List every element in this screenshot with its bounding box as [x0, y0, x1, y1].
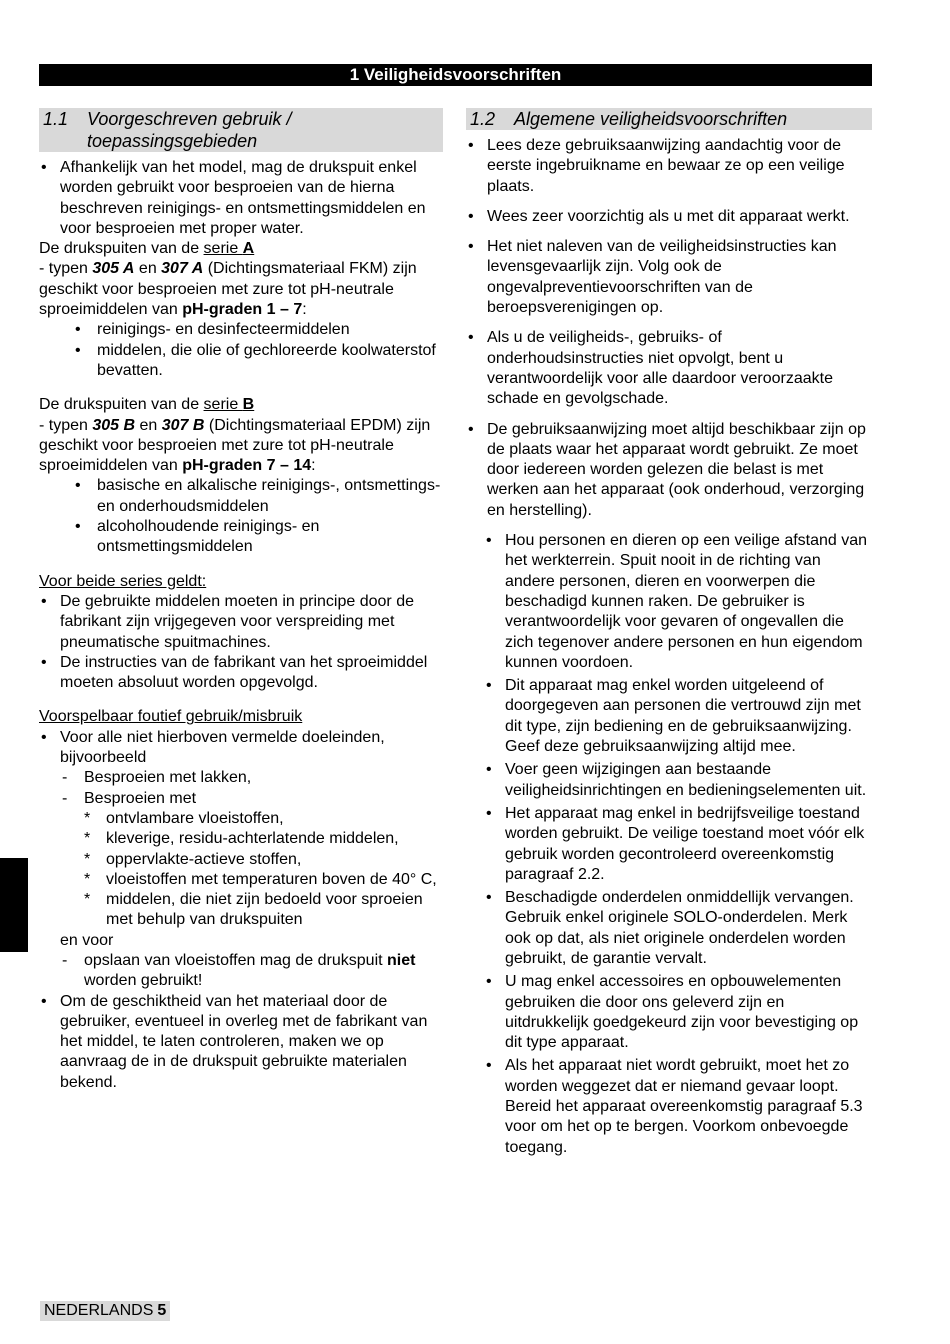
misuse-item: • Voor alle niet hierboven vermelde doeleinden, bijvoorbeeld - Besproeien met lakken, - Besproeien met * ontvlambare vloeistoffen, * kleverige, residu-achterlatende middelen, * oppervlakte-actieve stoffen, * vloeistoffen met temperaturen boven de 40° C, * middelen, die niet zijn bedoeld voor sproeien met behulp van drukspuiten en voor - opslaan van vloeistoffen mag de drukspuit niet worden gebruikt! — [39, 728, 443, 992]
list-item: • basische en alkalische reinigings-, ontsmettings- en onderhoudsmiddelen — [75, 476, 443, 517]
right-column — [466, 108, 872, 1161]
intro-bullet: • Afhankelijk van het model, mag de drukspuit enkel worden gebruikt voor besproeien van de hierna beschreven reinigings- en ontsmettingsmiddelen en voor besproeien met proper water. — [39, 158, 443, 239]
section-number: 1.1 — [43, 109, 69, 129]
misuse-dash-list — [60, 768, 443, 930]
section-1-1-heading — [39, 108, 443, 152]
list-item: - opslaan van vloeistoffen mag de drukspuit niet worden gebruikt! — [60, 951, 443, 992]
list-item: • Om de geschiktheid van het materiaal door de gebruiker, eventueel in overleg met de fabrikant van het middel, te laten controleren, maken we op aanvraag de in de drukspuit gebruikte materialen bekend. — [39, 992, 443, 1093]
misuse-heading: Voorspelbaar foutief gebruik/misbruik — [39, 708, 303, 726]
list-item: • Als het apparaat niet wordt gebruikt, moet het zo worden weggezet dat er niemand gevaar loopt. Bereid het apparaat overeenkomstig paragraaf 5.3 voor om het op te bergen. Voorkom onbevoegde toegang. — [484, 1056, 872, 1157]
left-column — [39, 108, 443, 1093]
both-series-list — [39, 592, 443, 693]
section-number: 1.2 — [470, 109, 496, 129]
list-item: * ontvlambare vloeistoffen, — [84, 809, 443, 829]
list-item: * middelen, die niet zijn bedoeld voor sproeien met behulp van drukspuiten — [84, 890, 443, 931]
list-item: • Lees deze gebruiksaanwijzing aandachtig voor de eerste ingebruikname en bewaar ze op een veilige plaats. — [466, 136, 872, 197]
list-item: • U mag enkel accessoires en opbouwelementen gebruiken die door ons geleverd zijn en uitdrukkelijk goedgekeurd zijn voor bevestiging op dit type apparaat. — [484, 972, 872, 1053]
list-item: * kleverige, residu-achterlatende middelen, — [84, 829, 443, 849]
general-safety-list — [466, 136, 872, 521]
operation-safety-list — [484, 531, 872, 1158]
misuse-and: en voor — [60, 931, 114, 949]
page-number: 5 — [157, 1302, 167, 1319]
page-footer — [40, 1301, 170, 1321]
list-item: • reinigings- en desinfecteermiddelen — [75, 320, 443, 340]
chapter-title: 1 Veiligheidsvoorschriften — [39, 64, 872, 86]
list-item: • Beschadigde onderdelen onmiddellijk vervangen. Gebruik enkel originele SOLO-onderdelen. Merk ook op dat, als niet originele onderdelen worden gebruikt, de garantie vervalt. — [484, 888, 872, 969]
list-item: • Wees zeer voorzichtig als u met dit apparaat werkt. — [466, 207, 872, 227]
serie-b-paragraph: De drukspuiten van de serie B - typen 305 B en 307 B (Dichtingsmateriaal EPDM) zijn geschikt voor besproeien met zure tot pH-neutrale sproeimiddelen van pH-graden 7 – 14: — [39, 396, 431, 475]
intro-list — [39, 158, 443, 239]
serie-b-list — [75, 476, 443, 557]
list-item: • Voer geen wijzigingen aan bestaande veiligheidsinrichtingen en bedieningselementen uit. — [484, 760, 872, 801]
serie-a-list — [75, 320, 443, 381]
list-item: • middelen, die olie of gechloreerde koolwaterstof bevatten. — [75, 341, 443, 382]
language-side-tab — [0, 858, 28, 952]
list-item: • De gebruiksaanwijzing moet altijd beschikbaar zijn op de plaats waar het apparaat wordt gebruikt. Ze moet door iedereen worden gelezen die belast is met werken aan het apparaat (ook onderhoud, verzorging en herstelling). — [466, 420, 872, 521]
misuse-list — [39, 728, 443, 1093]
footer-language: NEDERLANDS — [44, 1302, 154, 1319]
list-item: • Het apparaat mag enkel in bedrijfsveilige toestand worden gebruikt. De veilige toestand moet vóór elk gebruik worden gecontroleerd overeenkomstig paragraaf 2.2. — [484, 804, 872, 885]
section-title: Algemene veiligheidsvoorschriften — [514, 109, 788, 129]
misuse-dash-list-2 — [60, 951, 443, 992]
list-item: - Besproeien met lakken, — [60, 768, 443, 788]
misuse-star-list — [84, 809, 443, 931]
section-title: Voorgeschreven gebruik / toepassingsgebieden — [87, 109, 292, 151]
list-item: • Als u de veiligheids-, gebruiks- of onderhoudsinstructies niet opvolgt, bent u verantwoordelijk voor alle daardoor veroorzaakte schade en gevolgschade. — [466, 328, 872, 409]
list-item: • Hou personen en dieren op een veilige afstand van het werkterrein. Spuit nooit in de richting van andere personen, dieren en voorwerpen die beschadigd kunnen raken. De gebruiker is verantwoordelijk voor gevaren of ongevallen die zich tegenover andere personen en hun eigendom kunnen voordoen. — [484, 531, 872, 673]
list-item: • alcoholhoudende reinigings- en ontsmettingsmiddelen — [75, 517, 443, 558]
list-item: • De gebruikte middelen moeten in principe door de fabrikant zijn vrijgegeven voor verspreiding met pneumatische spuitmachines. — [39, 592, 443, 653]
list-item: - Besproeien met * ontvlambare vloeistoffen, * kleverige, residu-achterlatende middelen, * oppervlakte-actieve stoffen, * vloeistoffen met temperaturen boven de 40° C, * middelen, die niet zijn bedoeld voor sproeien met behulp van drukspuiten — [60, 789, 443, 931]
list-item: • Dit apparaat mag enkel worden uitgeleend of doorgegeven aan personen die vertrouwd zijn met dit type, zijn bediening en de gebruiksaanwijzing. Geef deze gebruiksaanwijzing altijd mee. — [484, 676, 872, 757]
both-series-heading: Voor beide series geldt: — [39, 572, 207, 590]
serie-a-paragraph: De drukspuiten van de serie A - typen 305 A en 307 A (Dichtingsmateriaal FKM) zijn geschikt voor besproeien met zure tot pH-neutrale sproeimiddelen van pH-graden 1 – 7: — [39, 240, 417, 319]
list-item: * vloeistoffen met temperaturen boven de 40° C, — [84, 870, 443, 890]
list-item: • Het niet naleven van de veiligheidsinstructies kan levensgevaarlijk zijn. Volg ook de ongevalpreventievoorschriften van de beroepsverenigingen op. — [466, 237, 872, 318]
list-item: * oppervlakte-actieve stoffen, — [84, 850, 443, 870]
section-1-2-heading — [466, 108, 872, 130]
list-item: • De instructies van de fabrikant van het sproeimiddel moeten absoluut worden opgevolgd. — [39, 653, 443, 694]
